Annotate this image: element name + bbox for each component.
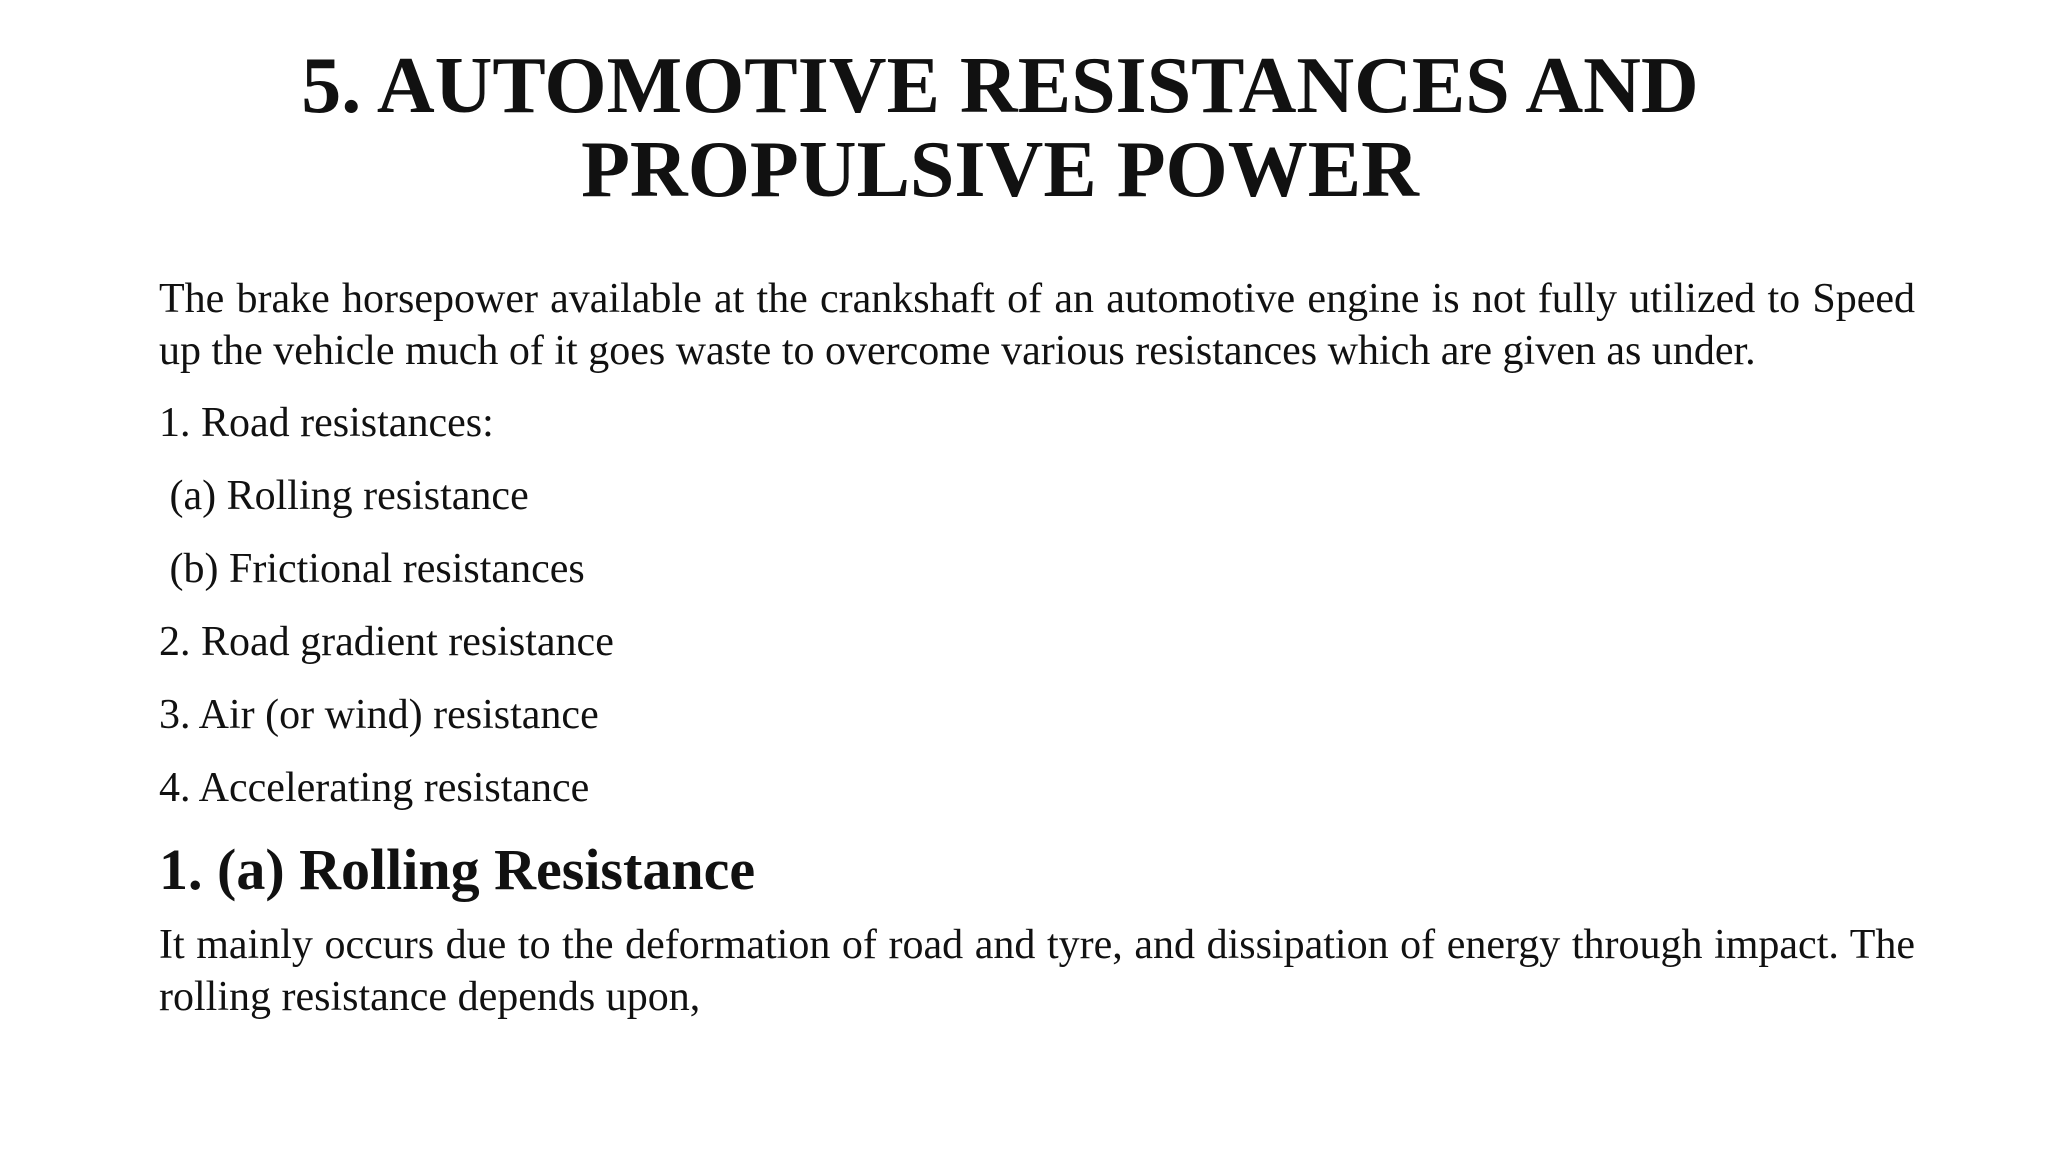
intro-paragraph: The brake horsepower available at the crankshaft of an automotive engine is not fully utilized to Speed up the vehicle much of it goes waste to overcome various resistances which are given as under. bbox=[159, 276, 1915, 374]
list-item-air-resistance: 3. Air (or wind) resistance bbox=[159, 692, 599, 738]
list-item-road-gradient-resistance: 2. Road gradient resistance bbox=[159, 619, 614, 665]
page-title-line-2: PROPULSIVE POWER bbox=[581, 126, 1419, 214]
section-paragraph: It mainly occurs due to the deformation of road and tyre, and dissipation of energy through impact. The rolling resistance depends upon, bbox=[159, 922, 1915, 1020]
page-title bbox=[0, 44, 2000, 212]
resistance-list bbox=[159, 397, 1915, 835]
section-heading: 1. (a) Rolling Resistance bbox=[159, 837, 756, 902]
page-title-line-1: 5. AUTOMOTIVE RESISTANCES AND bbox=[301, 42, 1699, 130]
list-item-accelerating-resistance: 4. Accelerating resistance bbox=[159, 765, 590, 811]
list-item-frictional-resistances: (b) Frictional resistances bbox=[159, 546, 585, 592]
list-item-rolling-resistance: (a) Rolling resistance bbox=[159, 473, 529, 519]
list-item-road-resistances: 1. Road resistances: bbox=[159, 400, 494, 446]
document-body bbox=[159, 273, 1915, 1023]
